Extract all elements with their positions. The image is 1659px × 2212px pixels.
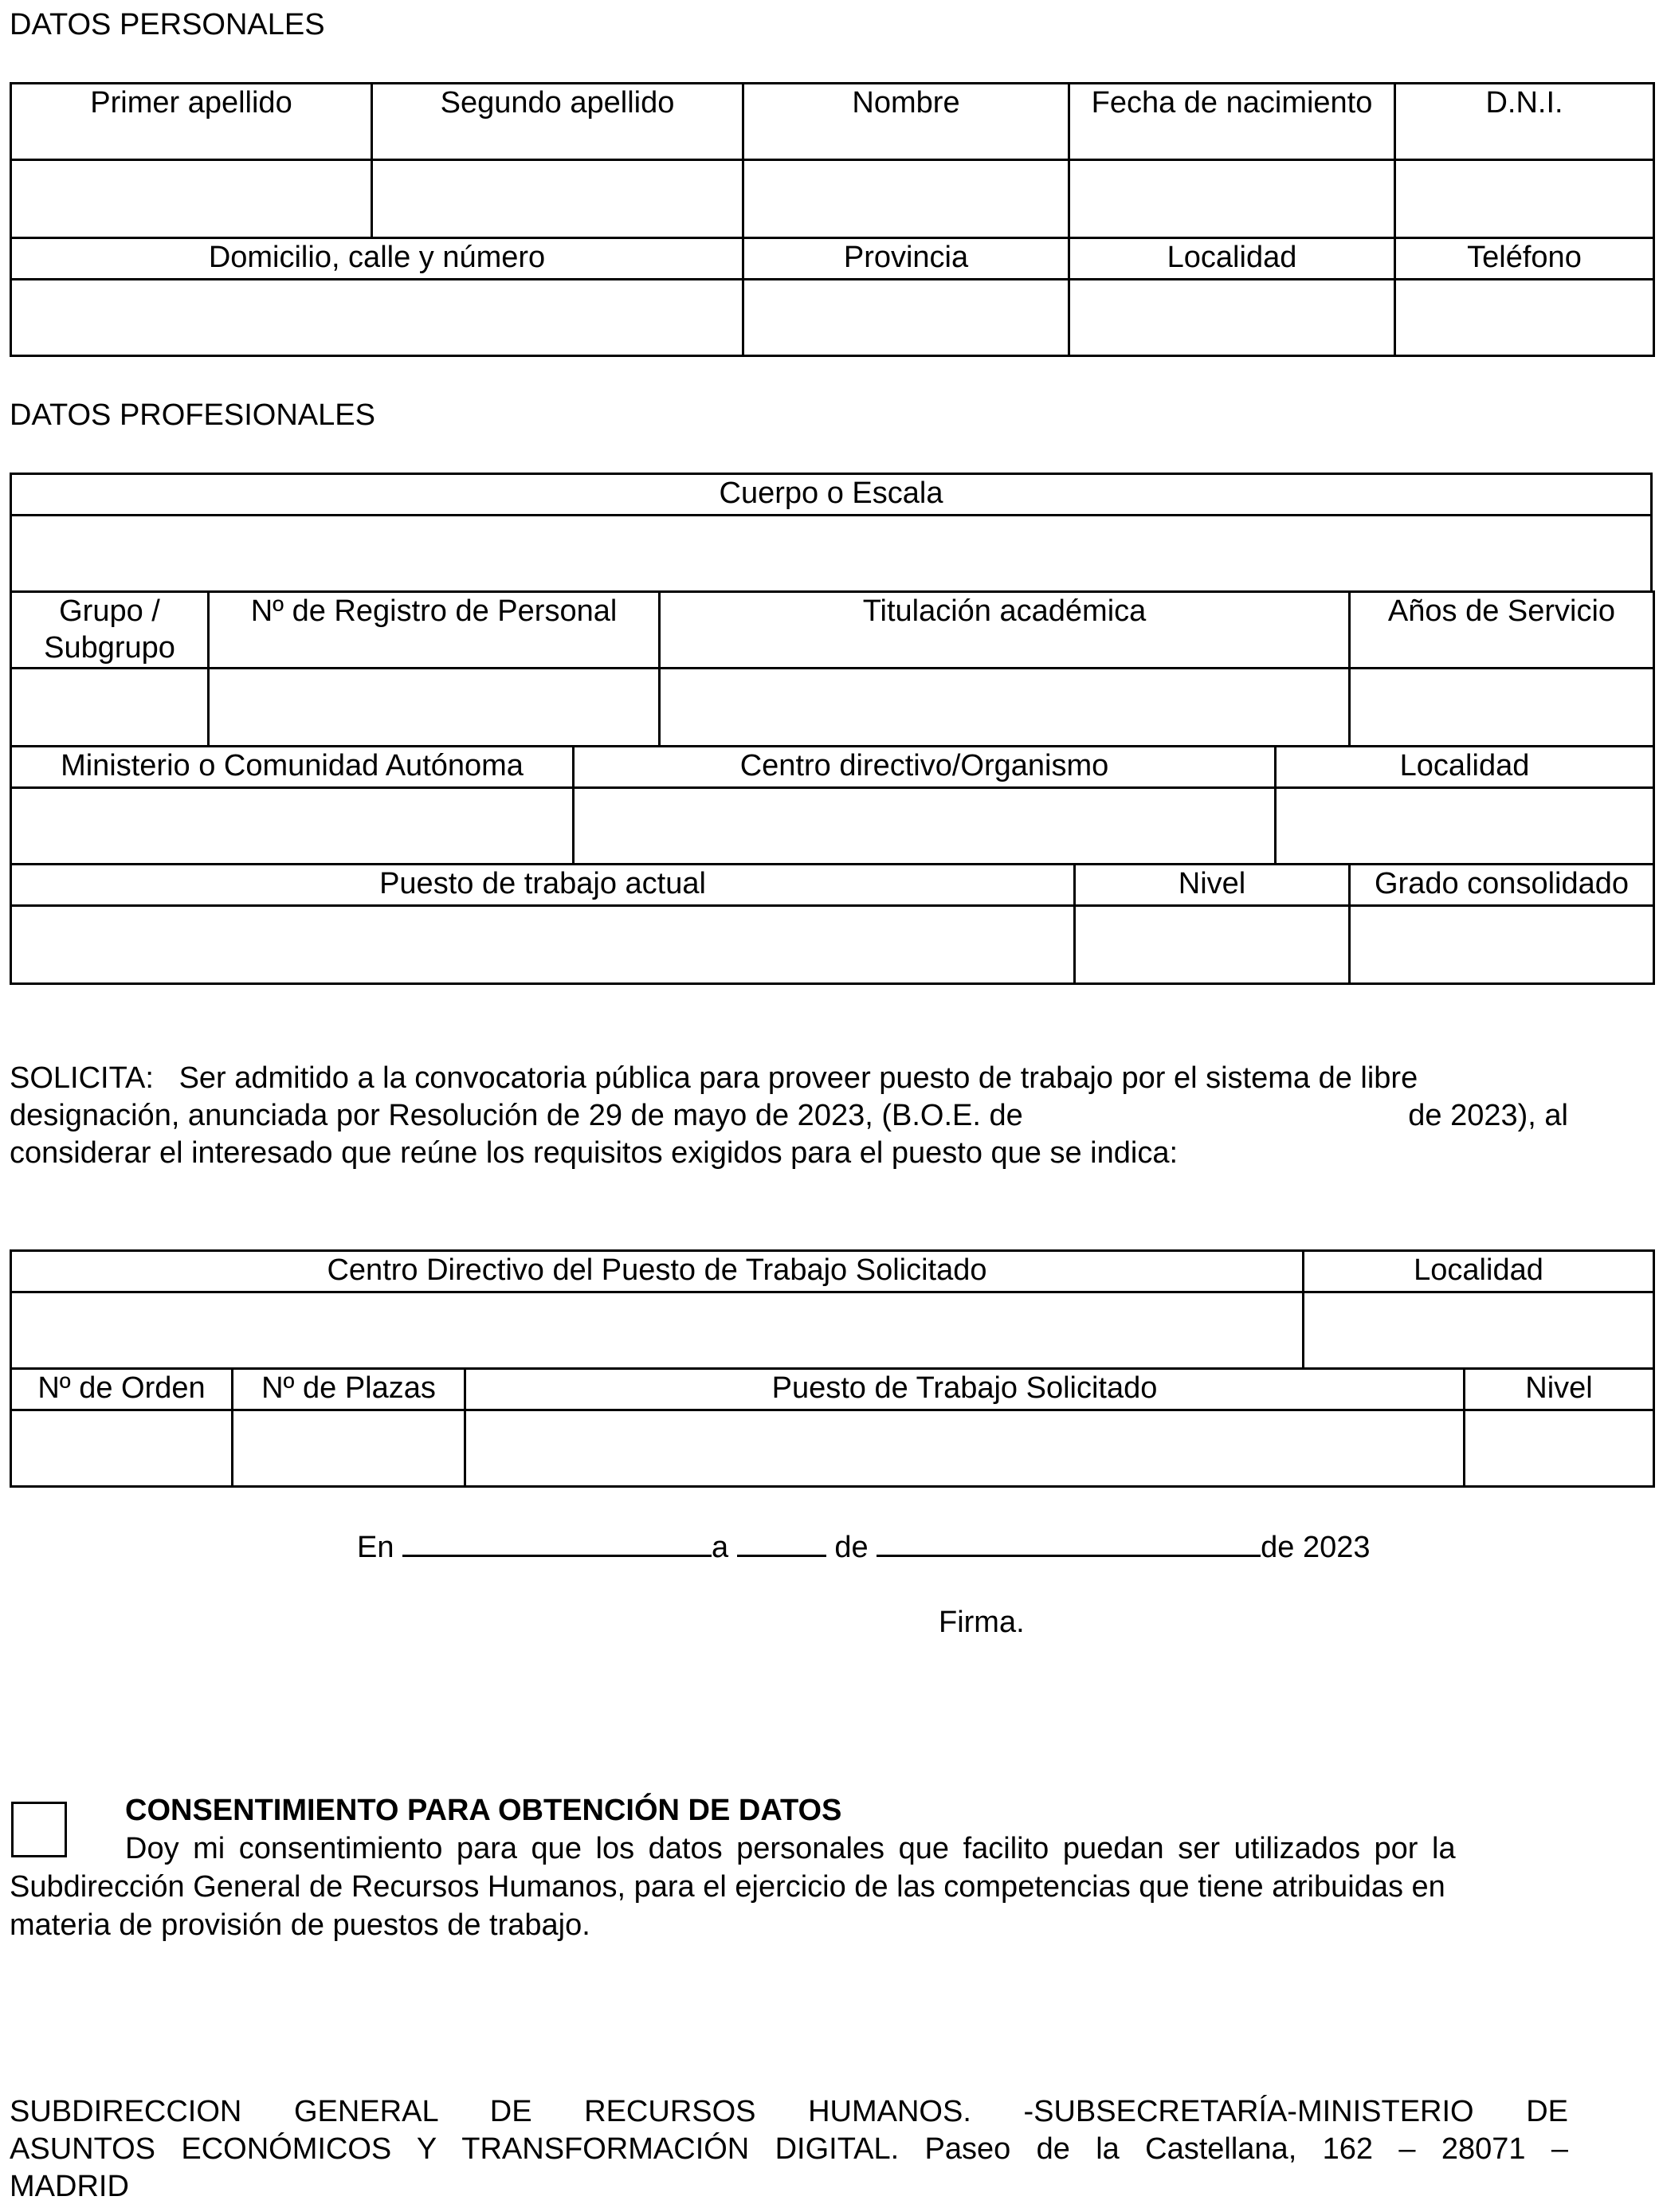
- header-cuerpo-escala: Cuerpo o Escala: [11, 474, 1652, 516]
- field-provincia[interactable]: [743, 280, 1069, 356]
- header-puesto-actual: Puesto de trabajo actual: [11, 865, 1075, 906]
- header-grado-consolidado: Grado consolidado: [1350, 865, 1654, 906]
- header-localidad-prof: Localidad: [1276, 747, 1654, 788]
- professional-ministerio-table: [10, 745, 1655, 865]
- section-title-personal: DATOS PERSONALES: [10, 8, 325, 41]
- firma-label: Firma.: [939, 1606, 1025, 1639]
- firma-a-label: a: [712, 1531, 729, 1564]
- field-domicilio[interactable]: [11, 280, 743, 356]
- header-grupo-subgrupo: Grupo / Subgrupo: [11, 592, 209, 669]
- header-centro-solicitado: Centro Directivo del Puesto de Trabajo Solicitado: [11, 1251, 1304, 1292]
- consent-text-2: Subdirección General de Recursos Humanos, para el ejercicio de las competencias que tiene atribuidas en: [10, 1870, 1445, 1904]
- solicita-text-2: designación, anunciada por Resolución de 29 de mayo de 2023, (B.O.E. de: [10, 1099, 1023, 1132]
- solicita-paragraph: [10, 1060, 1568, 1172]
- header-nivel-solicitado: Nivel: [1465, 1369, 1654, 1410]
- header-provincia: Provincia: [743, 238, 1069, 280]
- header-domicilio: Domicilio, calle y número: [11, 238, 743, 280]
- field-num-plazas[interactable]: [233, 1410, 465, 1487]
- firma-de-label: de: [834, 1531, 869, 1564]
- solicita-line-2: [10, 1097, 1568, 1135]
- firma-en-label: En: [357, 1531, 394, 1564]
- consent-line-1: [10, 1830, 1568, 1868]
- field-segundo-apellido[interactable]: [372, 160, 743, 238]
- header-ministerio: Ministerio o Comunidad Autónoma: [11, 747, 574, 788]
- solicita-line-3: considerar el interesado que reúne los requisitos exigidos para el puesto que se indica:: [10, 1136, 1179, 1170]
- solicita-line-1: [10, 1060, 1568, 1097]
- field-registro-personal[interactable]: [209, 669, 660, 747]
- field-nombre[interactable]: [743, 160, 1069, 238]
- header-nombre: Nombre: [743, 84, 1069, 160]
- field-dni[interactable]: [1395, 160, 1654, 238]
- consent-block: [10, 1791, 1568, 1944]
- consent-text-1: Doy mi consentimiento para que los datos personales que facilito puedan ser utilizados por la: [125, 1832, 1456, 1865]
- header-anios-servicio: Años de Servicio: [1350, 592, 1654, 669]
- footer-line-3: MADRID: [10, 2170, 129, 2203]
- field-nivel-solicitado[interactable]: [1465, 1410, 1654, 1487]
- footer-line-1: SUBDIRECCION GENERAL DE RECURSOS HUMANOS. -SUBSECRETARÍA-MINISTERIO DE: [10, 2095, 1568, 2128]
- footer-line-2: ASUNTOS ECONÓMICOS Y TRANSFORMACIÓN DIGITAL. Paseo de la Castellana, 162 – 28071 –: [10, 2132, 1568, 2166]
- field-centro-solicitado[interactable]: [11, 1292, 1304, 1369]
- field-cuerpo-escala[interactable]: [11, 516, 1652, 592]
- firma-de-year-label: de 2023: [1261, 1531, 1371, 1564]
- header-num-orden: Nº de Orden: [11, 1369, 233, 1410]
- requested-puesto-table: [10, 1367, 1655, 1488]
- field-localidad-prof[interactable]: [1276, 788, 1654, 865]
- header-nivel-actual: Nivel: [1075, 865, 1350, 906]
- header-segundo-apellido: Segundo apellido: [372, 84, 743, 160]
- firma-mes-blank[interactable]: [877, 1526, 1261, 1557]
- section-title-profesional: DATOS PROFESIONALES: [10, 398, 375, 432]
- field-anios-servicio[interactable]: [1350, 669, 1654, 747]
- field-grupo-subgrupo[interactable]: [11, 669, 209, 747]
- requested-centro-table: [10, 1249, 1655, 1370]
- field-puesto-solicitado[interactable]: [465, 1410, 1465, 1487]
- consent-title: CONSENTIMIENTO PARA OBTENCIÓN DE DATOS: [125, 1794, 842, 1827]
- header-primer-apellido: Primer apellido: [11, 84, 372, 160]
- field-localidad-solicitado[interactable]: [1304, 1292, 1654, 1369]
- field-titulacion[interactable]: [660, 669, 1350, 747]
- professional-grupo-table: [10, 590, 1655, 747]
- header-titulacion: Titulación académica: [660, 592, 1350, 669]
- header-puesto-solicitado: Puesto de Trabajo Solicitado: [465, 1369, 1465, 1410]
- solicita-text-1: SOLICITA: Ser admitido a la convocatoria pública para proveer puesto de trabajo por el sistema de libre: [10, 1061, 1418, 1095]
- boe-date-blank[interactable]: [1081, 1097, 1351, 1135]
- header-localidad: Localidad: [1069, 238, 1395, 280]
- header-dni: D.N.I.: [1395, 84, 1654, 160]
- header-centro-directivo: Centro directivo/Organismo: [574, 747, 1276, 788]
- field-num-orden[interactable]: [11, 1410, 233, 1487]
- header-localidad-solicitado: Localidad: [1304, 1251, 1654, 1292]
- solicita-text-2-end: de 2023), al: [1408, 1099, 1568, 1132]
- personal-data-table: [10, 82, 1655, 357]
- field-primer-apellido[interactable]: [11, 160, 372, 238]
- field-fecha-nacimiento[interactable]: [1069, 160, 1395, 238]
- header-telefono: Teléfono: [1395, 238, 1654, 280]
- field-centro-directivo[interactable]: [574, 788, 1276, 865]
- field-localidad[interactable]: [1069, 280, 1395, 356]
- firma-lugar-blank[interactable]: [402, 1526, 712, 1557]
- consent-line-3: materia de provisión de puestos de trabajo.: [10, 1908, 590, 1942]
- footer-address: [10, 2093, 1568, 2206]
- field-telefono[interactable]: [1395, 280, 1654, 356]
- header-num-plazas: Nº de Plazas: [233, 1369, 465, 1410]
- professional-cuerpo-table: [10, 473, 1653, 593]
- header-fecha-nacimiento: Fecha de nacimiento: [1069, 84, 1395, 160]
- consent-line-2: [10, 1868, 1568, 1906]
- field-nivel-actual[interactable]: [1075, 906, 1350, 984]
- header-registro-personal: Nº de Registro de Personal: [209, 592, 660, 669]
- field-ministerio[interactable]: [11, 788, 574, 865]
- field-grado-consolidado[interactable]: [1350, 906, 1654, 984]
- field-puesto-actual[interactable]: [11, 906, 1075, 984]
- professional-puesto-table: [10, 863, 1655, 985]
- firma-dia-blank[interactable]: [737, 1526, 826, 1557]
- firma-date-line: [357, 1526, 1371, 1566]
